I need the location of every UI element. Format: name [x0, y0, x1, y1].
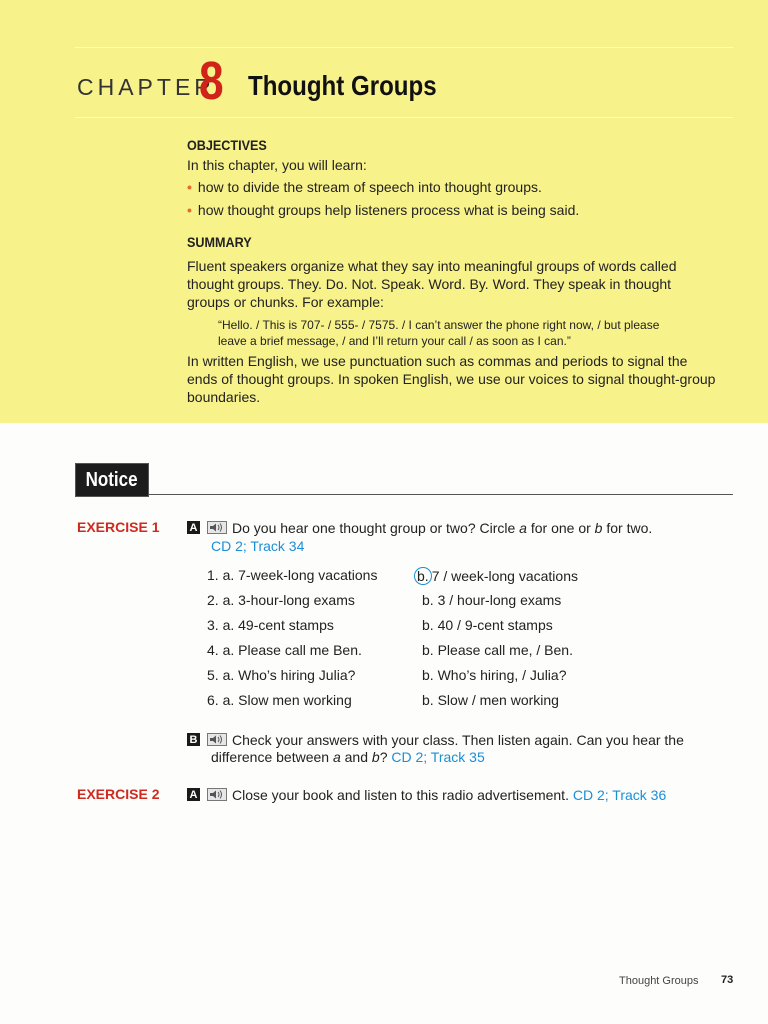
answer-circle: b. — [414, 567, 432, 585]
exercise-1-instruction: Do you hear one thought group or two? Circle a for one or b for two. — [232, 520, 653, 536]
item-option-b: b. 40 / 9-cent stamps — [422, 617, 553, 633]
item-option-b: b. Who’s hiring, / Julia? — [422, 667, 567, 683]
divider-top — [75, 47, 733, 48]
speaker-icon[interactable] — [207, 788, 227, 801]
speaker-icon[interactable] — [207, 521, 227, 534]
summary-paragraph: Fluent speakers organize what they say into meaningful groups of words called thought groups. They. Do. Not. Speak. Word. By. Word. They speak in thought groups or chunks. For example: — [187, 258, 677, 310]
item-row: 3. a. 49-cent stamps — [207, 617, 334, 633]
track-link[interactable]: CD 2; Track 35 — [391, 749, 485, 765]
chapter-number: 8 — [199, 51, 224, 111]
summary-paragraph-2: In written English, we use punctuation such as commas and periods to signal the ends of thought groups. In spoken English, we use our voices to signal thought-group boundaries. — [187, 353, 716, 405]
track-link[interactable]: CD 2; Track 36 — [572, 787, 667, 803]
objectives-intro: In this chapter, you will learn: — [187, 157, 367, 173]
item-option-b: b. 3 / hour-long exams — [422, 592, 562, 608]
running-footer: Thought Groups — [619, 975, 699, 987]
bullet-icon: • — [187, 202, 192, 218]
item-option-b: b. Slow / men working — [422, 692, 559, 708]
track-link[interactable]: CD 2; Track 34 — [211, 538, 305, 554]
exercise-1-label: EXERCISE 1 — [77, 519, 160, 535]
divider-bottom — [75, 117, 733, 118]
summary-example: “Hello. / This is 707- / 555- / 7575. / I can’t answer the phone right now, / but please leave a brief message, / and I’ll return your call / as soon as I can.” — [218, 318, 660, 348]
item-row: 6. a. Slow men working — [207, 692, 352, 708]
objective-bullet: • how thought groups help listeners process what is being said. — [187, 202, 580, 218]
part-b-instruction-2: difference between a and b? CD 2; Track 35 — [211, 749, 485, 765]
chapter-label: CHAPTER — [77, 74, 215, 100]
item-row: 5. a. Who’s hiring Julia? — [207, 667, 356, 683]
item-row: 2. a. 3-hour-long exams — [207, 592, 355, 608]
speaker-icon[interactable] — [207, 733, 227, 746]
page-number: 73 — [721, 974, 734, 986]
bullet-icon: • — [187, 179, 192, 195]
part-b-instruction: Check your answers with your class. Then listen again. Can you hear the — [232, 732, 684, 748]
exercise-2-label: EXERCISE 2 — [77, 786, 160, 802]
exercise-2-instruction: Close your book and listen to this radio advertisement. CD 2; Track 36 — [232, 787, 667, 803]
chapter-title: Thought Groups — [248, 70, 437, 101]
item-row: 1. a. 7-week-long vacations — [207, 567, 378, 583]
summary-heading: SUMMARY — [187, 234, 252, 250]
item-row: 4. a. Please call me Ben. — [207, 642, 362, 658]
item-option-b: b. Please call me, / Ben. — [422, 642, 573, 658]
objectives-heading: OBJECTIVES — [187, 137, 267, 153]
notice-heading: Notice — [75, 463, 149, 497]
part-a-badge: A — [187, 521, 200, 534]
notice-rule — [148, 494, 733, 495]
objective-bullet: • how to divide the stream of speech into thought groups. — [187, 179, 542, 195]
part-a-badge: A — [187, 788, 200, 801]
item-option-b: b. 7 / week-long vacations — [418, 567, 578, 585]
part-b-badge: B — [187, 733, 200, 746]
